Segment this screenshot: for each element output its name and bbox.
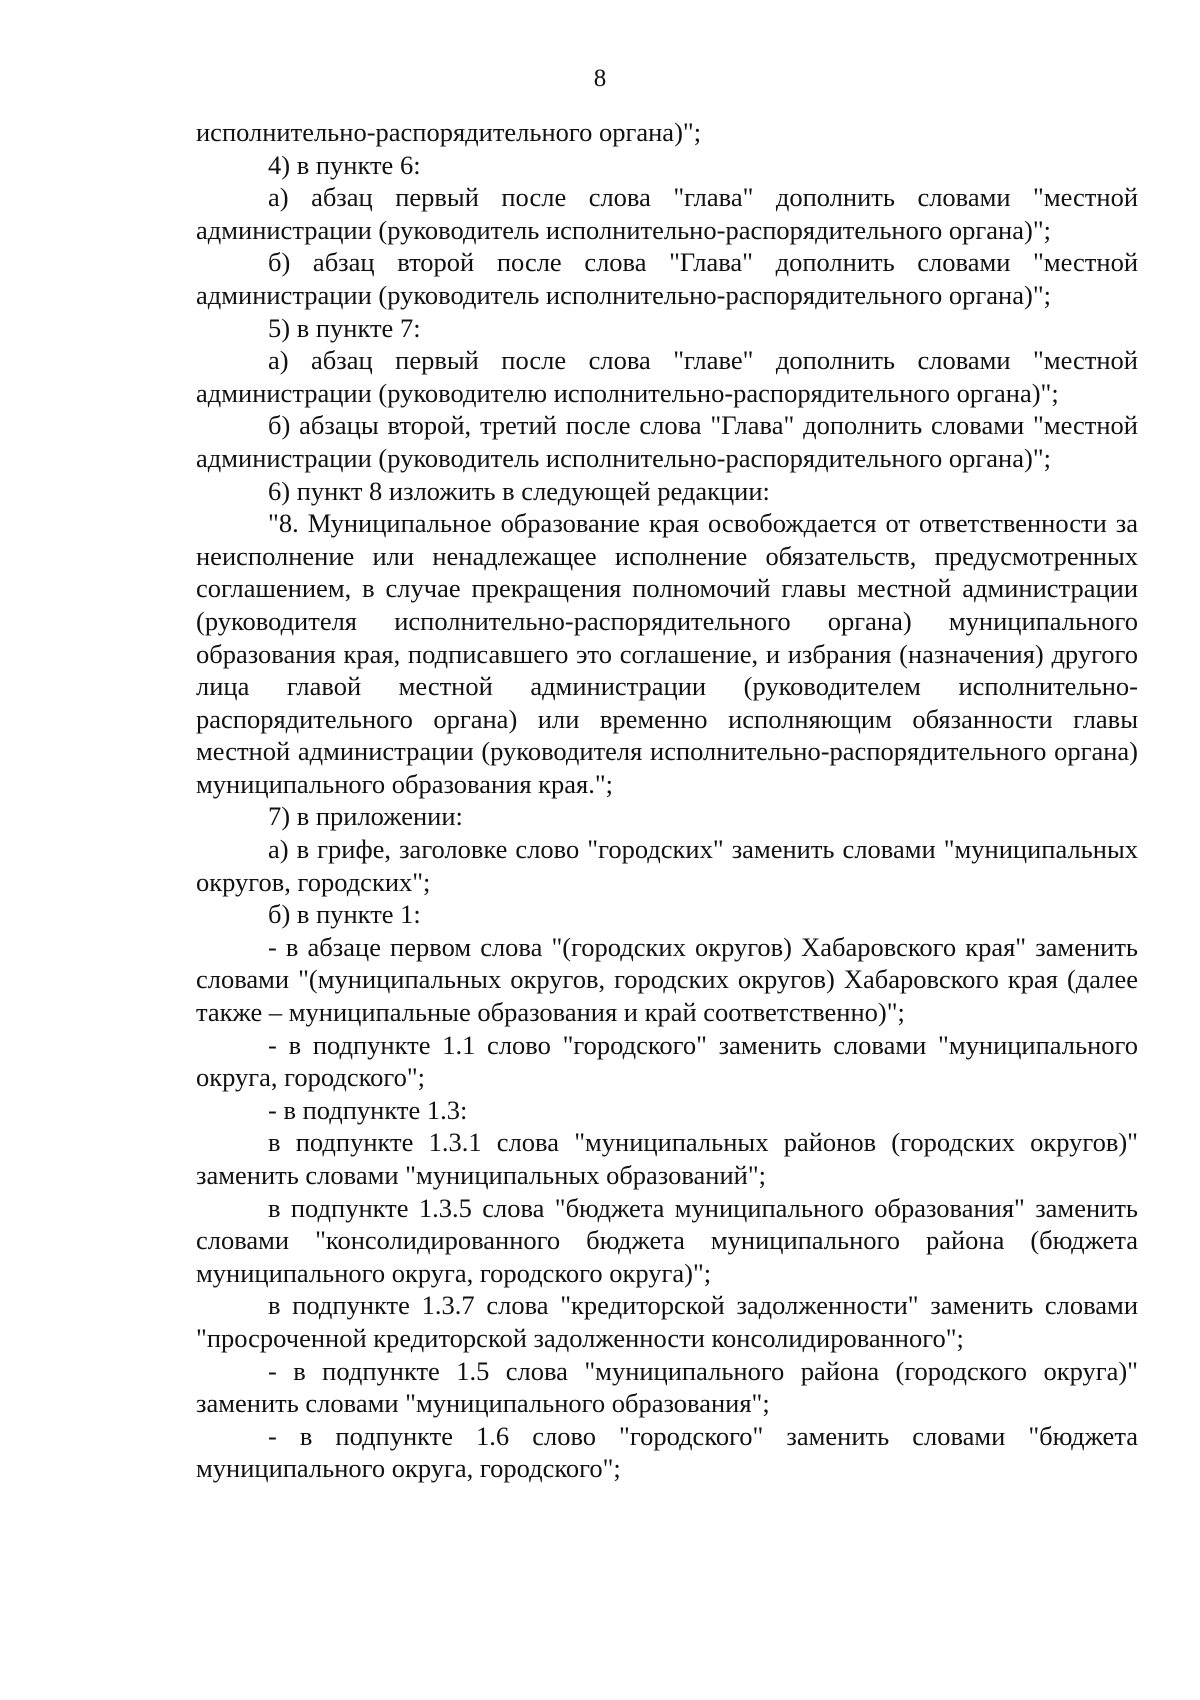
document-paragraph: - в подпункте 1.6 слово "городского" заменить словами "бюджета муниципального округа, городского"; xyxy=(196,1420,1138,1484)
document-paragraph: - в абзаце первом слова "(городских округов) Хабаровского края" заменить словами "(муниципальных округов, городских округов) Хабаровского края (далее также – муниципальные образования и край соответственно)"; xyxy=(196,931,1138,1028)
document-paragraph: 7) в приложении: xyxy=(268,801,463,832)
document-paragraph: а) абзац первый после слова "главе" дополнить словами "местной администрации (руководителю исполнительно-распорядительного органа)"; xyxy=(196,345,1138,408)
document-paragraph: б) абзацы второй, третий после слова "Глава" дополнить словами "местной администрации (руководитель исполнительно-распорядительного органа)"; xyxy=(196,410,1138,473)
document-paragraph: - в подпункте 1.5 слова "муниципального района (городского округа)" заменить словами "муниципального образования"; xyxy=(196,1355,1138,1419)
document-paragraph: - в подпункте 1.3: xyxy=(268,1094,468,1125)
document-paragraph: - в подпункте 1.1 слово "городского" заменить словами "муниципального округа, городского"; xyxy=(196,1029,1138,1093)
document-paragraph: 6) пункт 8 изложить в следующей редакции: xyxy=(268,475,770,506)
document-paragraph: исполнительно-распорядительного органа)"; xyxy=(196,117,702,147)
page-number: 8 xyxy=(593,65,607,92)
document-paragraph: а) абзац первый после слова "глава" дополнить словами "местной администрации (руководитель исполнительно-распорядительного органа)"; xyxy=(196,182,1138,245)
document-paragraph: "8. Муниципальное образование края освобождается от ответственности за неисполнение или ненадлежащее исполнение обязательств, предусмотренных соглашением, в случае прекращения полномочий главы местной администрации (руководителя исполнительно-распорядительного органа) муниципального образования края, подписавшего это соглашение, и избрания (назначения) другого лица главой местной администрации (руководителем исполнительно-распорядительного органа) или временно исполняющим обязанности главы местной администрации (руководителя исполнительно-распорядительного органа) муниципального образования края."; xyxy=(196,508,1138,799)
document-paragraph: б) абзац второй после слова "Глава" дополнить словами "местной администрации (руководитель исполнительно-распорядительного органа)"; xyxy=(196,247,1138,310)
document-paragraph: а) в грифе, заголовке слово "городских" заменить словами "муниципальных округов, городских"; xyxy=(196,834,1138,897)
document-paragraph: 4) в пункте 6: xyxy=(268,149,421,180)
document-paragraph: б) в пункте 1: xyxy=(268,899,421,930)
document-paragraph: 5) в пункте 7: xyxy=(268,312,421,343)
document-paragraph: в подпункте 1.3.1 слова "муниципальных районов (городских округов)" заменить словами "муниципальных образований"; xyxy=(196,1127,1138,1190)
document-body xyxy=(196,116,1138,1485)
document-paragraph: в подпункте 1.3.7 слова "кредиторской задолженности" заменить словами "просроченной кредиторской задолженности консолидированного"; xyxy=(196,1290,1138,1353)
document-paragraph: в подпункте 1.3.5 слова "бюджета муниципального образования" заменить словами "консолидированного бюджета муниципального района (бюджета муниципального округа, городского округа)"; xyxy=(196,1192,1138,1288)
